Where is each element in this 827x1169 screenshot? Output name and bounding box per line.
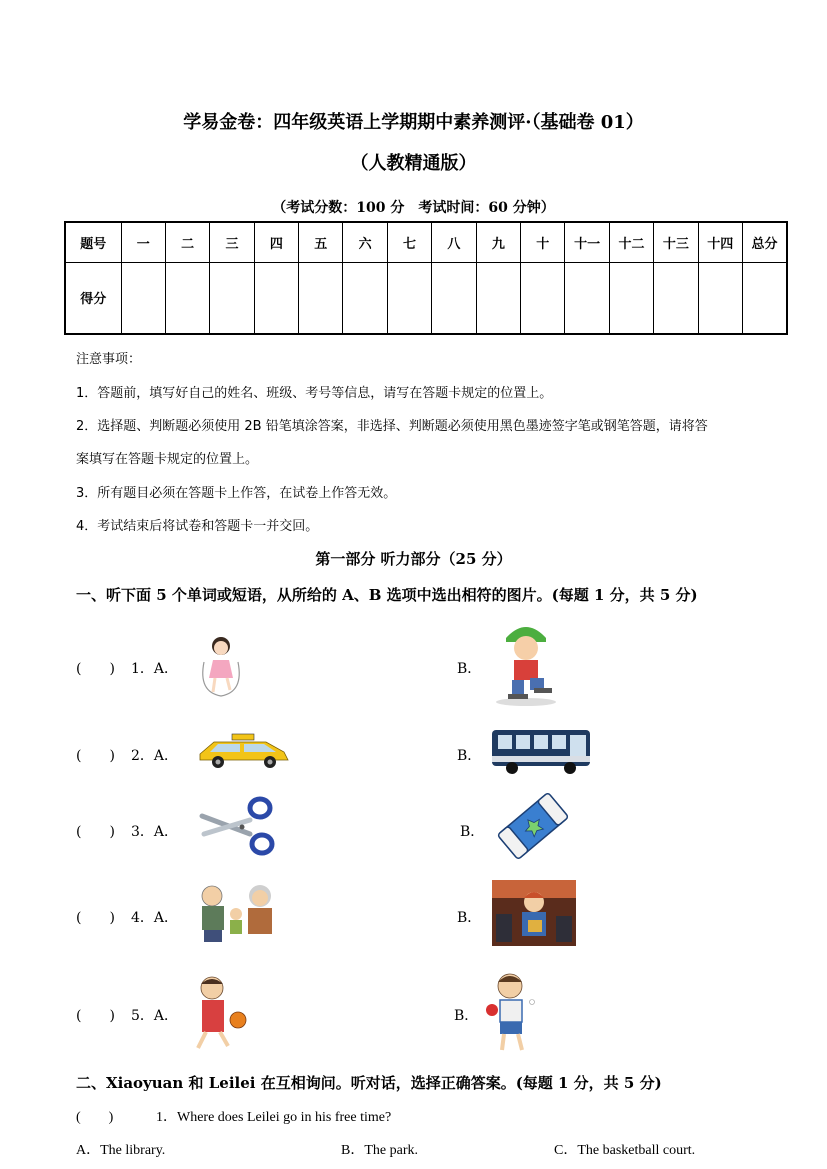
section2-title: 二、Xiaoyuan 和 Leilei 在互相询问。听对话，选择正确答案。(每题 1 分，共 5 分) xyxy=(76,1074,662,1092)
section1-title: 一、听下面 5 个单词或短语，从所给的 A、B 选项中选出相符的图片。(每题 1 分，共 5 分) xyxy=(76,586,698,604)
score-col: 八 xyxy=(432,222,476,262)
option-c[interactable]: C．The basketball court. xyxy=(554,1143,696,1158)
score-col: 十四 xyxy=(698,222,742,262)
score-cell[interactable] xyxy=(565,262,609,334)
option-b[interactable]: B．The park. xyxy=(341,1143,418,1158)
score-cell[interactable] xyxy=(165,262,209,334)
score-col: 一 xyxy=(121,222,165,262)
score-col: 六 xyxy=(343,222,387,262)
score-col: 十三 xyxy=(654,222,698,262)
exam-info: （考试分数：100 分 考试时间：60 分钟） xyxy=(272,200,555,216)
notes-heading: 注意事项： xyxy=(76,352,142,367)
question-number: 5．A． xyxy=(131,1008,179,1024)
note-item: 1．答题前，填写好自己的姓名、班级、考号等信息，请写在答题卡规定的位置上。 xyxy=(76,386,553,401)
question-2 xyxy=(76,745,178,765)
taxi-image xyxy=(196,732,292,770)
score-cell[interactable] xyxy=(742,262,787,334)
score-row-label: 得分 xyxy=(65,262,121,334)
cinema-boy-image xyxy=(492,880,576,946)
question-number: 3．A． xyxy=(131,824,179,840)
score-cell[interactable] xyxy=(521,262,565,334)
answer-blank[interactable]: ( ) xyxy=(76,824,115,840)
question-number: 1．A． xyxy=(131,661,179,677)
question-number: 2．A． xyxy=(131,748,179,764)
note-item: 4．考试结束后将试卷和答题卡一并交回。 xyxy=(76,519,319,534)
question-5 xyxy=(76,1005,178,1025)
score-cell[interactable] xyxy=(343,262,387,334)
answer-blank[interactable]: ( ) xyxy=(76,661,115,677)
score-col: 九 xyxy=(476,222,520,262)
option-b-label: B． xyxy=(460,824,485,840)
score-col: 四 xyxy=(254,222,298,262)
score-col: 十 xyxy=(521,222,565,262)
score-cell[interactable] xyxy=(609,262,653,334)
girl-jump-rope-image xyxy=(196,632,246,700)
boy-roller-skating-image xyxy=(490,620,562,708)
note-item: 案填写在答题卡规定的位置上。 xyxy=(76,452,259,467)
grandparents-image xyxy=(194,882,282,944)
answer-blank[interactable]: ( ) xyxy=(76,1110,114,1125)
score-cell[interactable] xyxy=(432,262,476,334)
score-cell[interactable] xyxy=(254,262,298,334)
question-text: 1．Where does Leilei go in his free time? xyxy=(156,1110,392,1125)
basketball-boy-image xyxy=(180,974,250,1052)
score-cell[interactable] xyxy=(121,262,165,334)
option-b-label: B． xyxy=(457,748,482,764)
question-1 xyxy=(76,658,178,678)
score-cell[interactable] xyxy=(698,262,742,334)
option-a[interactable]: A．The library. xyxy=(76,1143,166,1158)
score-col: 五 xyxy=(299,222,343,262)
part1-title: 第一部分 听力部分（25 分） xyxy=(315,550,512,568)
bus-image xyxy=(490,726,594,776)
note-item: 2．选择题、判断题必须使用 2B 铅笔填涂答案，非选择、判断题必须使用黑色墨迹签字笔或钢笔答题，请将答 xyxy=(76,419,708,434)
score-cell[interactable] xyxy=(299,262,343,334)
score-col: 七 xyxy=(387,222,431,262)
option-b-label: B． xyxy=(457,661,482,677)
ping-pong-boy-image xyxy=(484,970,540,1054)
score-col: 三 xyxy=(210,222,254,262)
score-table xyxy=(64,221,788,335)
score-cell[interactable] xyxy=(210,262,254,334)
option-b-label: B． xyxy=(454,1008,479,1024)
question-4 xyxy=(76,907,178,927)
score-col: 二 xyxy=(165,222,209,262)
note-item: 3．所有题目必须在答题卡上作答，在试卷上作答无效。 xyxy=(76,486,397,501)
question-number: 4．A． xyxy=(131,910,179,926)
answer-blank[interactable]: ( ) xyxy=(76,910,115,926)
s2-question-1 xyxy=(76,1106,391,1126)
score-cell[interactable] xyxy=(654,262,698,334)
scissors-image xyxy=(198,794,278,858)
score-cell[interactable] xyxy=(387,262,431,334)
score-header-label: 题号 xyxy=(65,222,121,262)
answer-blank[interactable]: ( ) xyxy=(76,1008,115,1024)
exam-title: 学易金卷：四年级英语上学期期中素养测评·（基础卷 01） xyxy=(183,112,644,133)
score-col: 十一 xyxy=(565,222,609,262)
question-3 xyxy=(76,821,178,841)
option-b-label: B． xyxy=(457,910,482,926)
eraser-image xyxy=(494,790,572,862)
score-col: 十二 xyxy=(609,222,653,262)
score-cell[interactable] xyxy=(476,262,520,334)
score-col: 总分 xyxy=(742,222,787,262)
answer-blank[interactable]: ( ) xyxy=(76,748,115,764)
exam-subtitle: （人教精通版） xyxy=(350,153,477,174)
